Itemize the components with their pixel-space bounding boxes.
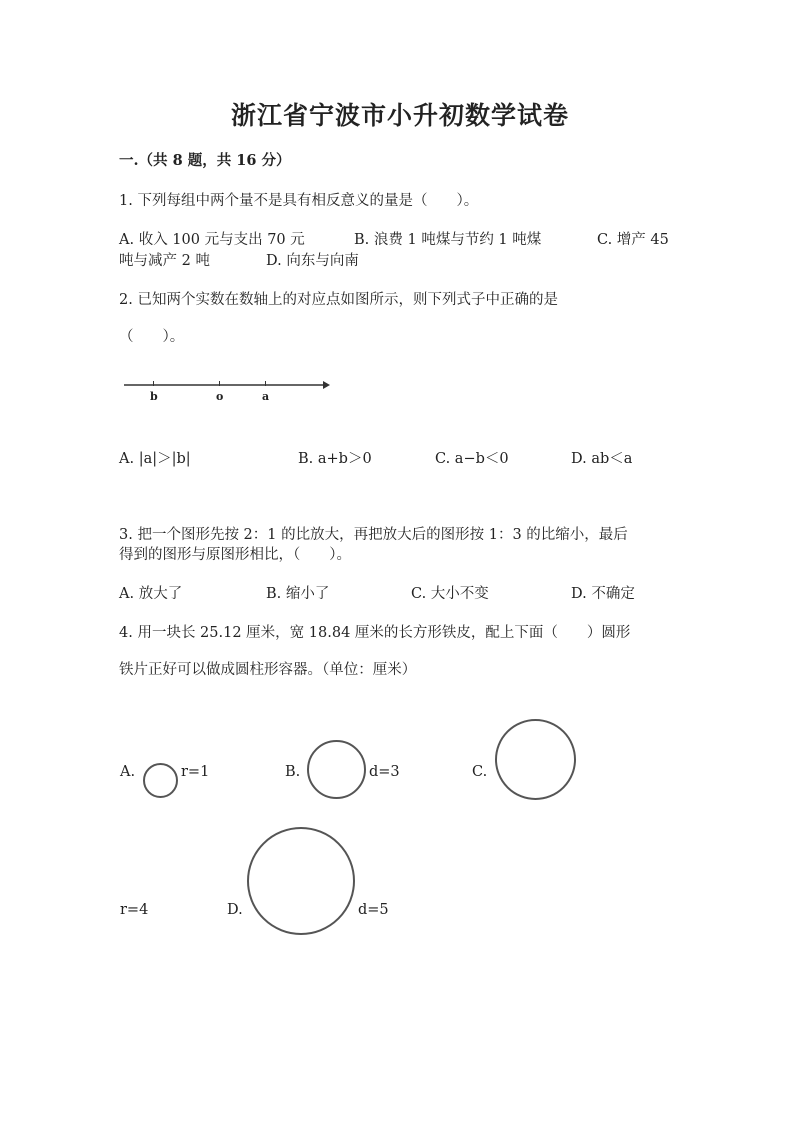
q3-option-a: A. 放大了 <box>119 586 183 602</box>
circle-c <box>495 719 576 800</box>
number-line <box>123 375 333 405</box>
q1-option-c-cont: 吨与减产 2 吨 <box>119 253 210 269</box>
page-title: 浙江省宁波市小升初数学试卷 <box>230 101 569 130</box>
q4-option-b: B. <box>285 764 301 780</box>
question-3-stem: 3. 把一个图形先按 2：1 的比放大，再把放大后的图形按 1：3 的比缩小，最后 <box>119 527 628 543</box>
circle-a <box>143 763 178 798</box>
tick-a <box>265 381 266 386</box>
question-4-stem: 4. 用一块长 25.12 厘米，宽 18.84 厘米的长方形铁皮，配上下面（ ）圆形 <box>119 625 631 641</box>
q4-label-c: r=4 <box>120 902 149 918</box>
q4-label-a: r=1 <box>181 764 210 780</box>
q4-option-d: D. <box>227 902 243 918</box>
q3-option-c: C. 大小不变 <box>411 586 489 602</box>
q4-label-b: d=3 <box>369 764 400 780</box>
question-4-stem-cont: 铁片正好可以做成圆柱形容器。（单位：厘米） <box>119 662 417 678</box>
label-a: a <box>262 390 270 403</box>
tick-b <box>153 381 154 386</box>
section-heading: 一.（共 8 题，共 16 分） <box>119 152 291 169</box>
label-b: b <box>150 390 158 403</box>
q1-option-a: A. 收入 100 元与支出 70 元 <box>119 232 305 248</box>
q2-option-d: D. ab＜a <box>571 451 633 467</box>
q1-option-c: C. 增产 45 <box>597 232 669 248</box>
question-1-stem: 1. 下列每组中两个量不是具有相反意义的量是（ ）。 <box>119 193 479 209</box>
q2-option-c: C. a−b＜0 <box>435 451 509 467</box>
tick-o <box>219 381 220 386</box>
q2-option-b: B. a+b＞0 <box>298 451 372 467</box>
question-3-stem-cont: 得到的图形与原图形相比，（ ）。 <box>119 547 351 563</box>
circle-d <box>247 827 355 935</box>
q1-option-b: B. 浪费 1 吨煤与节约 1 吨煤 <box>354 232 542 248</box>
q3-option-d: D. 不确定 <box>571 586 635 602</box>
question-2-stem: 2. 已知两个实数在数轴上的对应点如图所示，则下列式子中正确的是 <box>119 292 558 308</box>
q4-option-a: A. <box>120 764 136 780</box>
q2-option-a: A. |a|＞|b| <box>119 451 191 467</box>
q4-option-c: C. <box>472 764 488 780</box>
question-2-stem-cont: （ ）。 <box>119 329 185 345</box>
q4-label-d: d=5 <box>358 902 389 918</box>
circle-b <box>307 740 366 799</box>
q1-option-d: D. 向东与向南 <box>266 253 359 269</box>
label-o: o <box>216 390 224 403</box>
q3-option-b: B. 缩小了 <box>266 586 330 602</box>
